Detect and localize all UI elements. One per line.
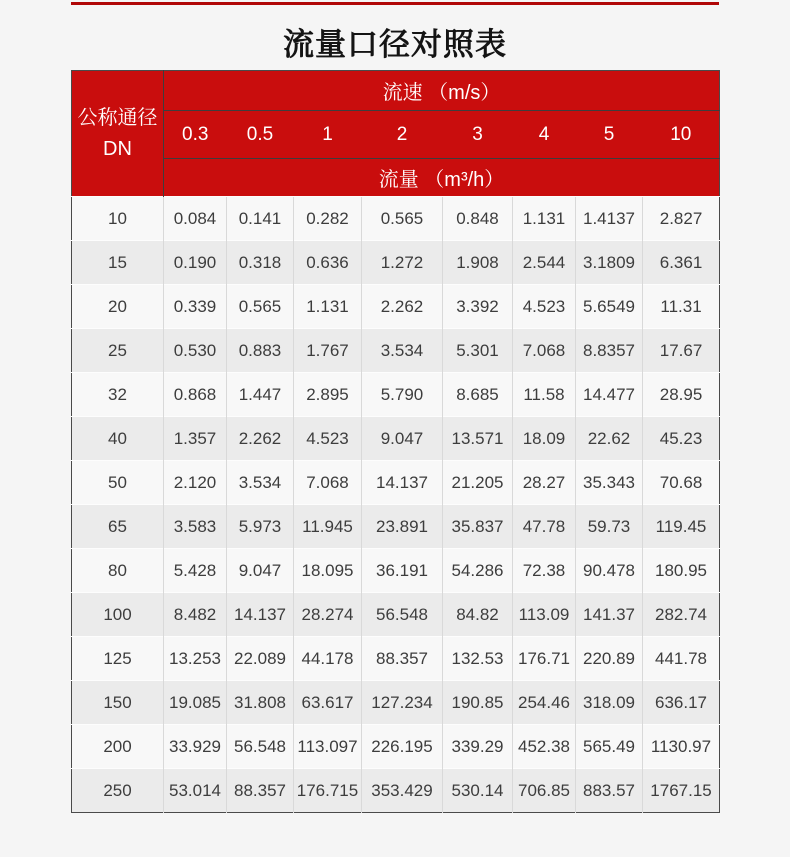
flow-value-cell: 339.29 xyxy=(443,725,513,769)
dn-value-cell: 40 xyxy=(72,417,164,461)
dn-value-cell: 125 xyxy=(72,637,164,681)
flow-value-cell: 0.868 xyxy=(164,373,227,417)
flow-value-cell: 28.95 xyxy=(643,373,720,417)
flow-value-cell: 59.73 xyxy=(576,505,643,549)
flow-value-cell: 23.891 xyxy=(362,505,443,549)
flow-value-cell: 2.262 xyxy=(227,417,294,461)
table-row xyxy=(72,593,720,637)
flow-value-cell: 282.74 xyxy=(643,593,720,637)
table-body xyxy=(72,197,720,813)
flow-value-cell: 1.272 xyxy=(362,241,443,285)
flow-value-cell: 18.09 xyxy=(513,417,576,461)
flow-value-cell: 2.895 xyxy=(294,373,362,417)
velocity-value-cell: 0.3 xyxy=(164,111,227,159)
flow-value-cell: 47.78 xyxy=(513,505,576,549)
table-row xyxy=(72,329,720,373)
flow-value-cell: 318.09 xyxy=(576,681,643,725)
flow-value-cell: 226.195 xyxy=(362,725,443,769)
flow-value-cell: 3.534 xyxy=(362,329,443,373)
flow-value-cell: 113.09 xyxy=(513,593,576,637)
flow-value-cell: 176.715 xyxy=(294,769,362,813)
velocity-values-row xyxy=(72,111,720,159)
flow-value-cell: 0.282 xyxy=(294,197,362,241)
table-row xyxy=(72,373,720,417)
flow-value-cell: 22.62 xyxy=(576,417,643,461)
flow-value-cell: 8.8357 xyxy=(576,329,643,373)
flow-value-cell: 72.38 xyxy=(513,549,576,593)
flow-value-cell: 8.482 xyxy=(164,593,227,637)
flow-value-cell: 7.068 xyxy=(294,461,362,505)
flow-value-cell: 1.908 xyxy=(443,241,513,285)
flow-value-cell: 353.429 xyxy=(362,769,443,813)
table-row xyxy=(72,769,720,813)
flow-value-cell: 5.973 xyxy=(227,505,294,549)
flow-value-cell: 0.883 xyxy=(227,329,294,373)
flow-value-cell: 18.095 xyxy=(294,549,362,593)
flow-value-cell: 3.392 xyxy=(443,285,513,329)
flow-value-cell: 11.31 xyxy=(643,285,720,329)
flow-value-cell: 5.790 xyxy=(362,373,443,417)
flow-value-cell: 5.301 xyxy=(443,329,513,373)
flow-value-cell: 4.523 xyxy=(513,285,576,329)
flow-value-cell: 35.837 xyxy=(443,505,513,549)
flow-value-cell: 54.286 xyxy=(443,549,513,593)
flow-value-cell: 0.848 xyxy=(443,197,513,241)
flow-value-cell: 11.58 xyxy=(513,373,576,417)
flow-value-cell: 45.23 xyxy=(643,417,720,461)
flow-value-cell: 84.82 xyxy=(443,593,513,637)
dn-value-cell: 80 xyxy=(72,549,164,593)
flow-value-cell: 190.85 xyxy=(443,681,513,725)
flow-value-cell: 113.097 xyxy=(294,725,362,769)
flow-value-cell: 0.141 xyxy=(227,197,294,241)
table-row xyxy=(72,505,720,549)
dn-value-cell: 20 xyxy=(72,285,164,329)
flow-diameter-table xyxy=(71,70,720,813)
flow-value-cell: 11.945 xyxy=(294,505,362,549)
dn-header-line1: 公称通径 xyxy=(77,106,158,129)
flow-value-cell: 3.1809 xyxy=(576,241,643,285)
top-accent-line xyxy=(71,2,719,5)
flow-value-cell: 2.262 xyxy=(362,285,443,329)
dn-value-cell: 15 xyxy=(72,241,164,285)
flow-value-cell: 1.131 xyxy=(513,197,576,241)
flow-value-cell: 36.191 xyxy=(362,549,443,593)
flow-value-cell: 35.343 xyxy=(576,461,643,505)
table-row xyxy=(72,549,720,593)
table-row xyxy=(72,637,720,681)
flow-value-cell: 0.530 xyxy=(164,329,227,373)
flow-value-cell: 90.478 xyxy=(576,549,643,593)
table-header xyxy=(72,71,720,197)
flow-value-cell: 14.477 xyxy=(576,373,643,417)
flow-header: 流量 （m³/h） xyxy=(164,159,720,197)
flow-value-cell: 1.131 xyxy=(294,285,362,329)
flow-value-cell: 0.318 xyxy=(227,241,294,285)
flow-value-cell: 33.929 xyxy=(164,725,227,769)
flow-value-cell: 1.447 xyxy=(227,373,294,417)
flow-value-cell: 56.548 xyxy=(362,593,443,637)
flow-value-cell: 88.357 xyxy=(227,769,294,813)
flow-value-cell: 636.17 xyxy=(643,681,720,725)
flow-value-cell: 1130.97 xyxy=(643,725,720,769)
flow-value-cell: 17.67 xyxy=(643,329,720,373)
dn-header-cell xyxy=(72,71,164,197)
flow-value-cell: 1.4137 xyxy=(576,197,643,241)
flow-value-cell: 5.6549 xyxy=(576,285,643,329)
flow-value-cell: 14.137 xyxy=(227,593,294,637)
velocity-value-cell: 5 xyxy=(576,111,643,159)
flow-value-cell: 119.45 xyxy=(643,505,720,549)
flow-value-cell: 22.089 xyxy=(227,637,294,681)
flow-value-cell: 8.685 xyxy=(443,373,513,417)
flow-value-cell: 14.137 xyxy=(362,461,443,505)
flow-value-cell: 441.78 xyxy=(643,637,720,681)
flow-value-cell: 21.205 xyxy=(443,461,513,505)
flow-value-cell: 2.120 xyxy=(164,461,227,505)
dn-value-cell: 25 xyxy=(72,329,164,373)
flow-value-cell: 28.27 xyxy=(513,461,576,505)
velocity-value-cell: 1 xyxy=(294,111,362,159)
velocity-value-cell: 4 xyxy=(513,111,576,159)
dn-value-cell: 200 xyxy=(72,725,164,769)
velocity-title-row xyxy=(72,71,720,111)
flow-value-cell: 565.49 xyxy=(576,725,643,769)
flow-value-cell: 1.357 xyxy=(164,417,227,461)
dn-value-cell: 100 xyxy=(72,593,164,637)
flow-value-cell: 180.95 xyxy=(643,549,720,593)
table-row xyxy=(72,285,720,329)
dn-value-cell: 65 xyxy=(72,505,164,549)
flow-value-cell: 132.53 xyxy=(443,637,513,681)
dn-value-cell: 250 xyxy=(72,769,164,813)
dn-value-cell: 32 xyxy=(72,373,164,417)
flow-value-cell: 6.361 xyxy=(643,241,720,285)
flow-value-cell: 88.357 xyxy=(362,637,443,681)
table-row xyxy=(72,461,720,505)
dn-value-cell: 10 xyxy=(72,197,164,241)
page-title: 流量口径对照表 xyxy=(283,27,507,62)
flow-value-cell: 254.46 xyxy=(513,681,576,725)
flow-value-cell: 706.85 xyxy=(513,769,576,813)
flow-value-cell: 220.89 xyxy=(576,637,643,681)
flow-value-cell: 0.339 xyxy=(164,285,227,329)
table-row xyxy=(72,241,720,285)
flow-value-cell: 127.234 xyxy=(362,681,443,725)
flow-value-cell: 141.37 xyxy=(576,593,643,637)
flow-value-cell: 13.253 xyxy=(164,637,227,681)
flow-value-cell: 0.084 xyxy=(164,197,227,241)
flow-value-cell: 31.808 xyxy=(227,681,294,725)
flow-value-cell: 56.548 xyxy=(227,725,294,769)
flow-value-cell: 1.767 xyxy=(294,329,362,373)
flow-value-cell: 19.085 xyxy=(164,681,227,725)
dn-header-line2: DN xyxy=(103,137,132,160)
flow-value-cell: 530.14 xyxy=(443,769,513,813)
flow-value-cell: 0.190 xyxy=(164,241,227,285)
dn-value-cell: 150 xyxy=(72,681,164,725)
table-row xyxy=(72,725,720,769)
dn-value-cell: 50 xyxy=(72,461,164,505)
velocity-value-cell: 10 xyxy=(643,111,720,159)
flow-value-cell: 176.71 xyxy=(513,637,576,681)
flow-value-cell: 7.068 xyxy=(513,329,576,373)
table-row xyxy=(72,417,720,461)
flow-value-cell: 70.68 xyxy=(643,461,720,505)
flow-value-cell: 5.428 xyxy=(164,549,227,593)
flow-title-row xyxy=(72,159,720,197)
flow-value-cell: 9.047 xyxy=(227,549,294,593)
flow-value-cell: 63.617 xyxy=(294,681,362,725)
flow-value-cell: 883.57 xyxy=(576,769,643,813)
flow-value-cell: 28.274 xyxy=(294,593,362,637)
flow-value-cell: 53.014 xyxy=(164,769,227,813)
velocity-header: 流速 （m/s） xyxy=(164,71,720,111)
flow-value-cell: 0.565 xyxy=(227,285,294,329)
flow-value-cell: 0.565 xyxy=(362,197,443,241)
flow-value-cell: 9.047 xyxy=(362,417,443,461)
flow-value-cell: 13.571 xyxy=(443,417,513,461)
flow-value-cell: 452.38 xyxy=(513,725,576,769)
table-row xyxy=(72,681,720,725)
flow-value-cell: 0.636 xyxy=(294,241,362,285)
velocity-value-cell: 2 xyxy=(362,111,443,159)
velocity-value-cell: 0.5 xyxy=(227,111,294,159)
velocity-value-cell: 3 xyxy=(443,111,513,159)
flow-value-cell: 3.534 xyxy=(227,461,294,505)
flow-value-cell: 4.523 xyxy=(294,417,362,461)
flow-value-cell: 44.178 xyxy=(294,637,362,681)
flow-value-cell: 2.827 xyxy=(643,197,720,241)
table-row xyxy=(72,197,720,241)
flow-value-cell: 1767.15 xyxy=(643,769,720,813)
flow-value-cell: 2.544 xyxy=(513,241,576,285)
flow-value-cell: 3.583 xyxy=(164,505,227,549)
